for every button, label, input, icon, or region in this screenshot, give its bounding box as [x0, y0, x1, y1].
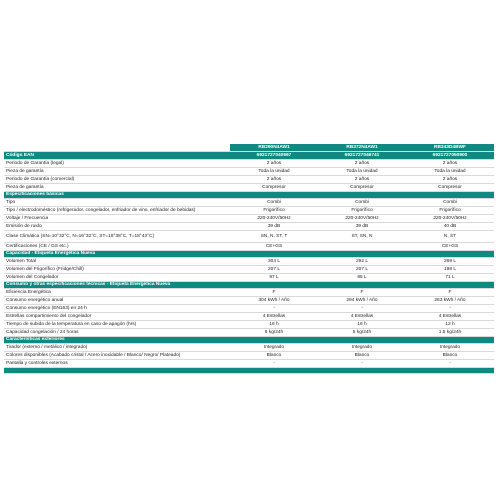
spec-label: Capacidad congelación / 24 horas: [4, 329, 230, 337]
spec-value-model-2: Toda la unidad: [318, 168, 406, 176]
model-name-1: RB290N4AW1: [230, 144, 318, 152]
spec-row: [4, 231, 494, 243]
spec-value-model-2: -: [318, 360, 406, 368]
spec-value-model-2: 16 h: [318, 321, 406, 329]
section-header-row: [4, 192, 494, 199]
spec-row: [4, 352, 494, 360]
spec-value-model-1: 304 kWh / Año: [230, 297, 318, 305]
spec-label: Eficiencia Energética: [4, 289, 230, 297]
spec-label: Estrellas compartimiento del congelador: [4, 313, 230, 321]
spec-value-model-3: 269 L: [406, 258, 494, 266]
section-header-row: [4, 368, 494, 374]
spec-value-model-1: 6921727040697: [230, 152, 318, 160]
spec-value-model-1: 39 dB: [230, 223, 318, 231]
spec-value-model-3: -: [406, 305, 494, 313]
spec-value-model-1: 304 L: [230, 258, 318, 266]
spec-label: Código EAN: [4, 152, 230, 160]
spec-row: [4, 207, 494, 215]
model-name-3: RB343D4BWF: [406, 144, 494, 152]
model-header-row: [4, 144, 494, 152]
spec-label: Tirador (externo / metálico / integrado): [4, 344, 230, 352]
spec-value-model-2: 292 L: [318, 258, 406, 266]
spec-value-model-1: F: [230, 289, 318, 297]
spec-value-model-3: -: [406, 360, 494, 368]
spec-row: [4, 168, 494, 176]
spec-value-model-3: Integrado: [406, 344, 494, 352]
spec-value-model-3: F: [406, 289, 494, 297]
spec-value-model-3: 263 kWh / Año: [406, 297, 494, 305]
spec-value-model-2: Blanco: [318, 352, 406, 360]
spec-value-model-1: 207 L: [230, 266, 318, 274]
spec-row: [4, 329, 494, 337]
spec-value-model-1: 97 L: [230, 274, 318, 282]
spec-value-model-3: N, ST: [406, 231, 494, 243]
spec-value-model-1: 6 kg/24h: [230, 329, 318, 337]
spec-row: [4, 184, 494, 192]
spec-value-model-1: 220-240V/50Hz: [230, 215, 318, 223]
section-header-row: [4, 251, 494, 258]
spec-value-model-2: ST, SN, N: [318, 231, 406, 243]
spec-value-model-3: 2 años: [406, 176, 494, 184]
spec-label: Pantalla y controles externos: [4, 360, 230, 368]
model-name-2: RB372N4AW1: [318, 144, 406, 152]
spec-value-model-1: 16 h: [230, 321, 318, 329]
spec-value-model-1: CE+GS: [230, 243, 318, 251]
spec-label: Consumo energético (EN153) en 24 h: [4, 305, 230, 313]
spec-value-model-1: 2 años: [230, 176, 318, 184]
section-title: [4, 368, 494, 374]
spec-value-model-3: CE+GS: [406, 243, 494, 251]
spec-row: [4, 305, 494, 313]
spec-row: [4, 321, 494, 329]
spec-value-model-3: Blanco: [406, 352, 494, 360]
spec-label: Volumen Total: [4, 258, 230, 266]
spec-value-model-3: Toda la unidad: [406, 168, 494, 176]
spec-row: [4, 297, 494, 305]
spec-label: Colores disponibles (Acabado cristal / Acero inoxidable / Blanco/ Negro/ Plateado): [4, 352, 230, 360]
spec-row: [4, 313, 494, 321]
spec-value-model-2: 294 kWh / Año: [318, 297, 406, 305]
spec-row: [4, 199, 494, 207]
spec-label: Volumen del Frigorífico (Fridge/Chill): [4, 266, 230, 274]
spec-value-model-2: 4 Estrellas: [318, 313, 406, 321]
section-header-row: [4, 337, 494, 344]
spec-label: Tiempo de subida de la temperatura en caso de apagón (hrs): [4, 321, 230, 329]
spec-value-model-3: 220-240V/50Hz: [406, 215, 494, 223]
spec-value-model-2: 2 años: [318, 176, 406, 184]
spec-row: [4, 152, 494, 160]
spec-value-model-3: Combi: [406, 199, 494, 207]
spec-value-model-3: 6921727050900: [406, 152, 494, 160]
spec-row: [4, 289, 494, 297]
spec-label: Consumo energético anual: [4, 297, 230, 305]
spec-row: [4, 215, 494, 223]
section-title: Características exteriores: [4, 337, 494, 344]
spec-label: Periodo de Garantía (legal): [4, 160, 230, 168]
spec-value-model-2: 2 años: [318, 160, 406, 168]
spec-value-model-1: 4 Estrellas: [230, 313, 318, 321]
spec-value-model-1: Compresor: [230, 184, 318, 192]
spec-label: Pieza de garantía: [4, 184, 230, 192]
spec-value-model-2: [318, 243, 406, 251]
spec-row: [4, 344, 494, 352]
spec-value-model-3: 2 años: [406, 160, 494, 168]
spec-row: [4, 176, 494, 184]
spec-value-model-2: 6921727046741: [318, 152, 406, 160]
spec-row: [4, 360, 494, 368]
spec-row: [4, 243, 494, 251]
spec-value-model-1: -: [230, 360, 318, 368]
spec-row: [4, 274, 494, 282]
spec-value-model-1: SN, N, ST, T: [230, 231, 318, 243]
spec-value-model-2: Compresor: [318, 184, 406, 192]
spec-value-model-1: -: [230, 305, 318, 313]
section-title: Especificaciones básicas: [4, 192, 494, 199]
spec-label: Periodo de Garantía (comercial): [4, 176, 230, 184]
spec-value-model-1: Integrado: [230, 344, 318, 352]
spec-table: [4, 144, 494, 374]
spec-value-model-3: Compresor: [406, 184, 494, 192]
spec-value-model-2: F: [318, 289, 406, 297]
spec-label: Voltaje / Frecuencia: [4, 215, 230, 223]
spec-value-model-2: -: [318, 305, 406, 313]
spec-value-model-3: 198 L: [406, 266, 494, 274]
spec-value-model-3: 1.5 kg/24h: [406, 329, 494, 337]
spec-row: [4, 258, 494, 266]
spec-value-model-3: Frigorífico: [406, 207, 494, 215]
spec-value-model-2: 85 L: [318, 274, 406, 282]
spec-value-model-2: Integrado: [318, 344, 406, 352]
spec-value-model-1: Blanco: [230, 352, 318, 360]
spec-label: Tipo: [4, 199, 230, 207]
spec-sheet: [4, 144, 494, 374]
spec-value-model-3: 4 Estrellas: [406, 313, 494, 321]
spec-value-model-3: 40 dB: [406, 223, 494, 231]
spec-value-model-3: 12 h: [406, 321, 494, 329]
spec-label: Tipo / electrodoméstico (refrigerador, congelador, enfriador de vino, enfriador de bebidas): [4, 207, 230, 215]
spec-value-model-2: 220-240V/50Hz: [318, 215, 406, 223]
spec-value-model-1: Combi: [230, 199, 318, 207]
section-header-row: [4, 282, 494, 289]
spec-label: Emisión de ruido: [4, 223, 230, 231]
spec-row: [4, 160, 494, 168]
section-title: Capacidad - Etiqueta Energética Nueva: [4, 251, 494, 258]
spec-value-model-2: 207 L: [318, 266, 406, 274]
section-title: Consumo y otras especificaciones técnicas - Etiqueta Energética Nueva: [4, 282, 494, 289]
spec-row: [4, 266, 494, 274]
spec-value-model-2: 39 dB: [318, 223, 406, 231]
spec-value-model-1: 2 años: [230, 160, 318, 168]
spec-value-model-2: Frigorífico: [318, 207, 406, 215]
spec-label: Pieza de garantía: [4, 168, 230, 176]
spec-value-model-1: Toda la unidad: [230, 168, 318, 176]
spec-label: Clase Climática (SN=10°32°C, N=16°32°C, ST=18°38°C, T=18°43°C): [4, 231, 230, 243]
spec-label: Certificaciones (CE / GS etc.): [4, 243, 230, 251]
spec-value-model-1: Frigorífico: [230, 207, 318, 215]
header-blank-cell: [4, 144, 230, 152]
spec-value-model-2: 5 kg/24h: [318, 329, 406, 337]
spec-row: [4, 223, 494, 231]
spec-table-body: [4, 144, 494, 374]
spec-value-model-3: 71 L: [406, 274, 494, 282]
spec-value-model-2: Combi: [318, 199, 406, 207]
spec-label: Volumen del Congelador: [4, 274, 230, 282]
